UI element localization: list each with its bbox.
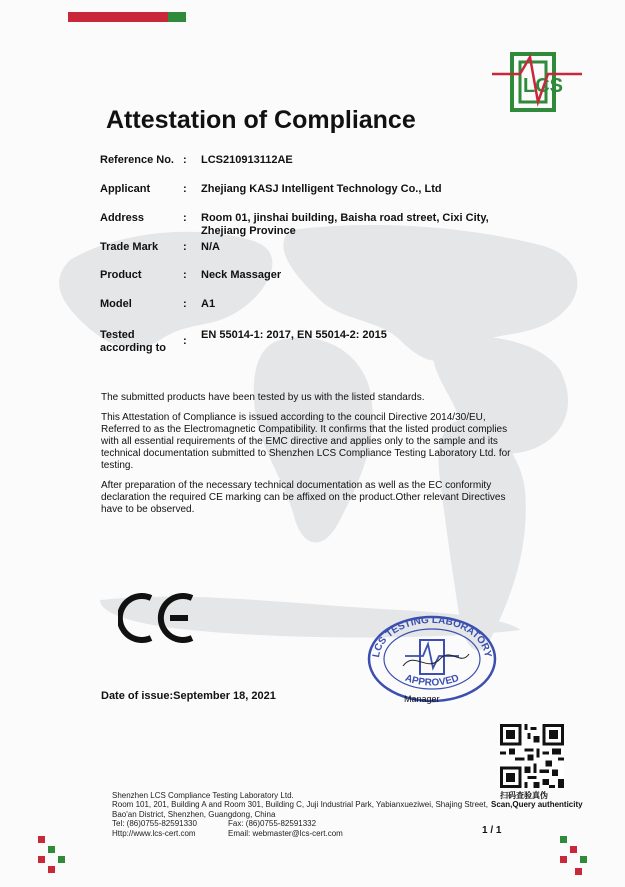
top-red-bar [68,12,168,22]
paragraph-ce-marking: After preparation of the necessary technical documentation as well as the EC conformity declaration the required CE marking can be affixed on the product.Other relevant Directives have to be observed. [101,480,506,515]
corner-square-green [560,836,567,843]
field-colon: : [183,269,187,281]
corner-square-red [570,846,577,853]
field-label: Reference No. [100,154,174,166]
field-label: Applicant [100,183,151,195]
stamp-bottom-text: APPROVED [403,672,461,689]
field-value: Neck Massager [201,269,282,281]
footer-email[interactable]: Email: webmaster@lcs-cert.com [228,828,343,838]
stamp-top-text: LCS TESTING LABORATORY [370,614,494,659]
field-colon: : [183,154,187,166]
corner-square-green [58,856,65,863]
approved-stamp [365,614,500,704]
logo-text: LCS [523,75,563,97]
field-label: Address [100,212,145,224]
field-colon: : [183,241,187,253]
footer-fax: Fax: (86)0755-82591332 [228,819,317,828]
footer-website[interactable]: Http://www.lcs-cert.com [112,828,196,838]
field-label: Tested according to [100,329,167,354]
field-label: Product [100,269,142,281]
page-number: 1 / 1 [482,825,502,836]
field-value: N/A [201,241,220,253]
corner-square-red [38,836,45,843]
date-of-issue: Date of issue:September 18, 2021 [101,690,276,702]
corner-square-green [48,846,55,853]
lcs-logo [490,52,585,114]
top-green-bar [168,12,186,22]
page-title: Attestation of Compliance [106,106,416,134]
svg-text:LCS TESTING LABORATORY [371,615,493,659]
field-label: Model [100,298,132,310]
qr-label-en: Scan,Query authenticity [491,800,583,809]
footer-company: Shenzhen LCS Compliance Testing Laboratory Ltd. [112,791,294,800]
qr-code[interactable] [500,724,564,788]
field-label: Trade Mark [100,241,159,253]
corner-square-red [575,868,582,875]
corner-square-red [48,866,55,873]
field-colon: : [183,298,187,310]
field-value: LCS210913112AE [201,154,293,166]
field-value: Zhejiang KASJ Intelligent Technology Co., Ltd [201,183,442,195]
field-colon: : [183,183,187,195]
corner-square-red [560,856,567,863]
field-value: Room 01, jinshai building, Baisha road street, Cixi City, Zhejiang Province [201,212,489,237]
footer-address-line-2: Bao'an District, Shenzhen, Guangdong, China [112,809,276,819]
corner-square-green [580,856,587,863]
ce-mark-icon [118,592,196,644]
field-colon: : [183,212,187,224]
paragraph-directive: This Attestation of Compliance is issued according to the council Directive 2014/30/EU, Referred to as the Electromagnetic Compatibility. It confirms that the listed product complies with all essential requirements of the EMC directive and applies only to the sample and its technical documentation submitted to Shenzhen LCS Compliance Testing Laboratory Ltd. for testing. [101,412,511,471]
qr-label-cn: 扫码查验真伪 [500,791,548,800]
field-value: EN 55014-1: 2017, EN 55014-2: 2015 [201,329,387,341]
footer-tel: Tel: (86)0755-82591330 [112,819,197,828]
field-colon: : [183,335,187,347]
corner-square-red [38,856,45,863]
field-value: A1 [201,298,216,310]
manager-label: Manager [404,694,440,704]
footer-address-line-1: Room 101, 201, Building A and Room 301, Building C, Juji Industrial Park, Yabianxueziwei, Shajing Street, [112,800,488,809]
paragraph-tested: The submitted products have been tested by us with the listed standards. [101,392,425,403]
